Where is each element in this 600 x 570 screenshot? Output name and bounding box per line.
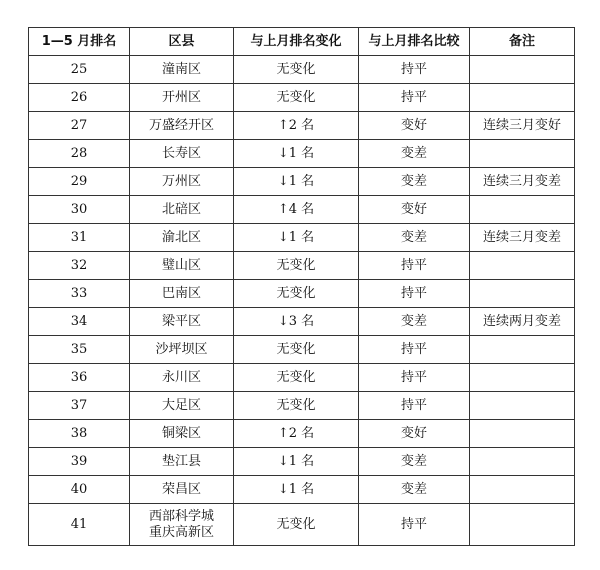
- cell-comparison: 变差: [359, 168, 470, 196]
- cell-comparison: 持平: [359, 84, 470, 112]
- table-row: [29, 196, 575, 224]
- cell-rank: 36: [29, 364, 130, 392]
- table-row: [29, 364, 575, 392]
- cell-district: 垫江县: [130, 448, 234, 476]
- cell-rank-change: ↑2 名: [234, 420, 359, 448]
- cell-note: [470, 252, 575, 280]
- cell-comparison: 变差: [359, 308, 470, 336]
- header-rank-change: 与上月排名变化: [234, 28, 359, 56]
- table-row: [29, 336, 575, 364]
- cell-rank: 35: [29, 336, 130, 364]
- district-line-1: 西部科学城: [148, 508, 214, 524]
- cell-district: 巴南区: [130, 280, 234, 308]
- cell-rank: 27: [29, 112, 130, 140]
- cell-rank-change: ↓1 名: [234, 476, 359, 504]
- table-row: [29, 448, 575, 476]
- cell-rank: 32: [29, 252, 130, 280]
- cell-comparison: 持平: [359, 364, 470, 392]
- cell-district: 大足区: [130, 392, 234, 420]
- cell-rank-change: ↓1 名: [234, 168, 359, 196]
- header-district: 区县: [130, 28, 234, 56]
- cell-note: [470, 420, 575, 448]
- cell-note: [470, 280, 575, 308]
- table-row: [29, 308, 575, 336]
- cell-note: 连续三月变差: [470, 168, 575, 196]
- cell-rank: 37: [29, 392, 130, 420]
- cell-comparison: 变好: [359, 196, 470, 224]
- table-header-row: [29, 28, 575, 56]
- cell-comparison: 变差: [359, 140, 470, 168]
- table-row: [29, 56, 575, 84]
- cell-district: 璧山区: [130, 252, 234, 280]
- cell-comparison: 持平: [359, 280, 470, 308]
- cell-comparison: 变差: [359, 224, 470, 252]
- table-row: [29, 280, 575, 308]
- cell-district: 荣昌区: [130, 476, 234, 504]
- cell-rank-change: 无变化: [234, 504, 359, 546]
- cell-rank-change: ↑2 名: [234, 112, 359, 140]
- cell-rank: 34: [29, 308, 130, 336]
- cell-district: 渝北区: [130, 224, 234, 252]
- table-row: [29, 112, 575, 140]
- table-row: [29, 392, 575, 420]
- cell-comparison: 持平: [359, 336, 470, 364]
- cell-note: [470, 56, 575, 84]
- cell-rank: 26: [29, 84, 130, 112]
- cell-district: 北碚区: [130, 196, 234, 224]
- cell-rank-change: ↓1 名: [234, 448, 359, 476]
- cell-district: 开州区: [130, 84, 234, 112]
- cell-district: 长寿区: [130, 140, 234, 168]
- cell-rank: 41: [29, 504, 130, 546]
- cell-note: [470, 140, 575, 168]
- table-row: [29, 420, 575, 448]
- header-note: 备注: [470, 28, 575, 56]
- cell-district: 万州区: [130, 168, 234, 196]
- cell-district: [130, 504, 234, 546]
- table-row: [29, 476, 575, 504]
- cell-district: 永川区: [130, 364, 234, 392]
- table-row: [29, 168, 575, 196]
- cell-rank-change: 无变化: [234, 280, 359, 308]
- header-comparison: 与上月排名比较: [359, 28, 470, 56]
- cell-rank-change: 无变化: [234, 392, 359, 420]
- cell-note: [470, 84, 575, 112]
- table-row: [29, 252, 575, 280]
- cell-rank-change: 无变化: [234, 336, 359, 364]
- cell-comparison: 持平: [359, 252, 470, 280]
- district-line-2: 重庆高新区: [148, 524, 214, 540]
- cell-comparison: 变差: [359, 476, 470, 504]
- cell-note: [470, 448, 575, 476]
- cell-note: 连续三月变差: [470, 224, 575, 252]
- cell-district: 潼南区: [130, 56, 234, 84]
- cell-note: [470, 196, 575, 224]
- cell-comparison: 变好: [359, 420, 470, 448]
- cell-comparison: 变好: [359, 112, 470, 140]
- cell-rank-change: ↑4 名: [234, 196, 359, 224]
- cell-district: 沙坪坝区: [130, 336, 234, 364]
- header-rank: 1—5 月排名: [29, 28, 130, 56]
- cell-rank: 38: [29, 420, 130, 448]
- cell-rank-change: 无变化: [234, 56, 359, 84]
- table-row: [29, 84, 575, 112]
- table-row: [29, 504, 575, 546]
- table-row: [29, 224, 575, 252]
- cell-district: 铜梁区: [130, 420, 234, 448]
- cell-rank: 31: [29, 224, 130, 252]
- cell-rank-change: 无变化: [234, 84, 359, 112]
- cell-rank: 39: [29, 448, 130, 476]
- ranking-table: [28, 27, 575, 546]
- cell-rank: 33: [29, 280, 130, 308]
- cell-rank-change: 无变化: [234, 252, 359, 280]
- cell-comparison: 持平: [359, 504, 470, 546]
- cell-rank: 28: [29, 140, 130, 168]
- cell-rank: 40: [29, 476, 130, 504]
- cell-rank: 30: [29, 196, 130, 224]
- cell-district: 梁平区: [130, 308, 234, 336]
- cell-note: [470, 476, 575, 504]
- cell-district: 万盛经开区: [130, 112, 234, 140]
- cell-comparison: 变差: [359, 448, 470, 476]
- cell-rank: 29: [29, 168, 130, 196]
- cell-note: 连续两月变差: [470, 308, 575, 336]
- cell-rank-change: ↓3 名: [234, 308, 359, 336]
- cell-rank-change: 无变化: [234, 364, 359, 392]
- cell-comparison: 持平: [359, 56, 470, 84]
- cell-note: [470, 504, 575, 546]
- table-row: [29, 140, 575, 168]
- cell-note: 连续三月变好: [470, 112, 575, 140]
- cell-rank-change: ↓1 名: [234, 224, 359, 252]
- cell-note: [470, 364, 575, 392]
- cell-note: [470, 336, 575, 364]
- cell-comparison: 持平: [359, 392, 470, 420]
- cell-rank-change: ↓1 名: [234, 140, 359, 168]
- cell-note: [470, 392, 575, 420]
- cell-rank: 25: [29, 56, 130, 84]
